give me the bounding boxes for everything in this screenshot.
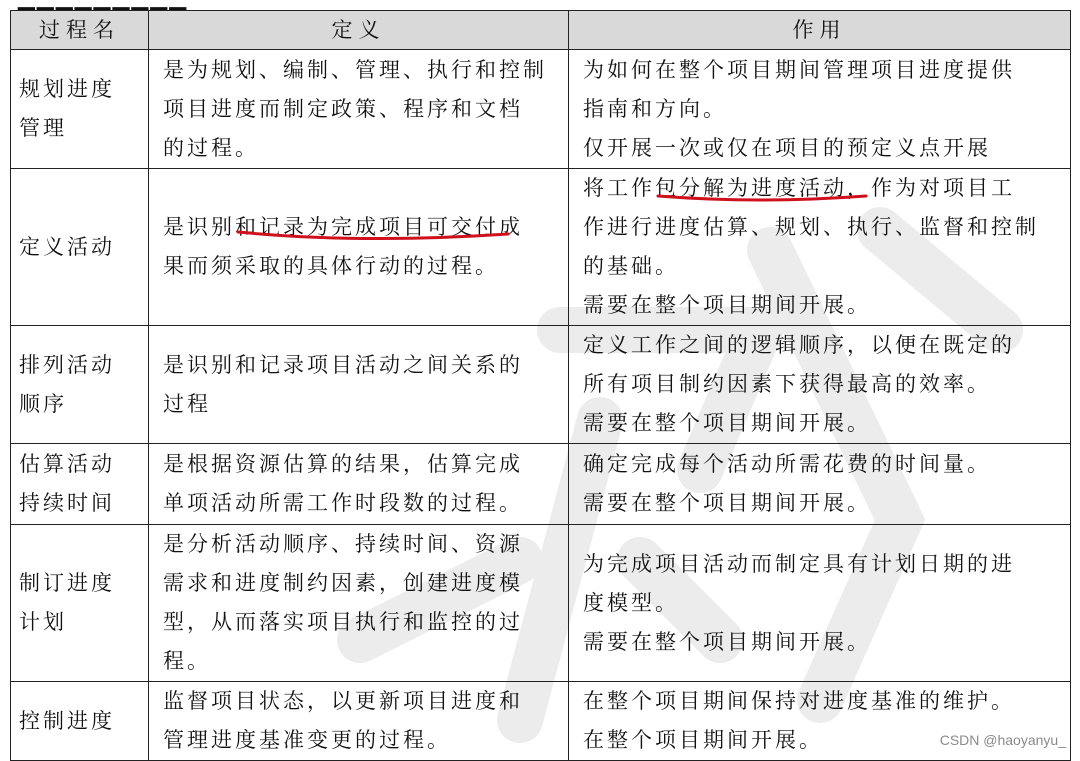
cell-line: 程。 bbox=[163, 649, 211, 673]
process-name-cell bbox=[11, 682, 149, 761]
cell-line: 规划进度 bbox=[19, 77, 115, 101]
cell-line: 是识别和记录为完成项目可交付成 bbox=[163, 215, 523, 239]
cell-line: 定义工作之间的逻辑顺序，以便在既定的 bbox=[583, 333, 1015, 357]
header-purpose: 作用 bbox=[569, 11, 1071, 50]
purpose-cell bbox=[569, 169, 1071, 326]
purpose-cell bbox=[569, 50, 1071, 169]
cell-line: 是识别和记录项目活动之间关系的 bbox=[163, 352, 523, 377]
table-header-row bbox=[11, 11, 1071, 50]
table-row bbox=[11, 682, 1071, 761]
cell-line: 的过程。 bbox=[163, 135, 259, 160]
cell-line: 顺序 bbox=[19, 391, 67, 416]
credit-watermark-text: CSDN @haoyanyu_ bbox=[939, 732, 1066, 748]
cell-line: 制订进度 bbox=[19, 571, 115, 595]
process-name-cell bbox=[11, 444, 149, 525]
definition-cell bbox=[149, 326, 569, 444]
process-table bbox=[10, 10, 1071, 761]
purpose-cell bbox=[569, 444, 1071, 525]
definition-cell bbox=[149, 50, 569, 169]
cell-line: 将工作包分解为进度活动，作为对项目工 bbox=[583, 176, 1015, 200]
table-row bbox=[11, 50, 1071, 169]
cell-line: 指南和方向。 bbox=[583, 96, 727, 121]
cell-line: 管理 bbox=[19, 116, 67, 140]
cell-line: 估算活动 bbox=[19, 452, 115, 476]
cell-line: 确定完成每个活动所需花费的时间量。 bbox=[583, 452, 991, 476]
cell-line: 需要在整个项目期间开展。 bbox=[583, 411, 871, 435]
cell-line: 定义活动 bbox=[19, 234, 115, 259]
cell-line: 需要在整个项目期间开展。 bbox=[583, 491, 871, 515]
definition-cell bbox=[149, 525, 569, 682]
table-row bbox=[11, 169, 1071, 326]
process-name-cell bbox=[11, 326, 149, 444]
cell-line: 为如何在整个项目期间管理项目进度提供 bbox=[583, 57, 1015, 82]
cell-line: 是为规划、编制、管理、执行和控制 bbox=[163, 57, 547, 82]
cell-line: 计划 bbox=[19, 610, 67, 634]
cell-line: 过程 bbox=[163, 391, 211, 416]
table-row bbox=[11, 525, 1071, 682]
cell-line: 项目进度而制定政策、程序和文档 bbox=[163, 96, 523, 121]
cell-line: 仅开展一次或仅在项目的预定义点开展 bbox=[583, 135, 991, 160]
cell-line: 所有项目制约因素下获得最高的效率。 bbox=[583, 372, 991, 396]
header-process-name: 过程名 bbox=[11, 11, 149, 50]
cell-line: 需要在整个项目期间开展。 bbox=[583, 629, 871, 654]
cell-line: 度模型。 bbox=[583, 590, 679, 615]
purpose-cell bbox=[569, 682, 1071, 761]
cell-line: 管理进度基准变更的过程。 bbox=[163, 728, 451, 752]
cell-line: 是根据资源估算的结果，估算完成 bbox=[163, 452, 523, 476]
cell-line: 的基础。 bbox=[583, 254, 679, 278]
cell-line: 控制进度 bbox=[19, 708, 115, 733]
table-row bbox=[11, 444, 1071, 525]
definition-cell bbox=[149, 444, 569, 525]
cell-line: 监督项目状态，以更新项目进度和 bbox=[163, 689, 523, 713]
header-definition: 定义 bbox=[149, 11, 569, 50]
cell-line: 型，从而落实项目执行和监控的过 bbox=[163, 610, 523, 634]
cell-line: 为完成项目活动而制定具有计划日期的进 bbox=[583, 551, 1015, 576]
process-name-cell bbox=[11, 169, 149, 326]
definition-cell bbox=[149, 682, 569, 761]
cell-line: 需求和进度制约因素，创建进度模 bbox=[163, 571, 523, 595]
cell-line: 单项活动所需工作时段数的过程。 bbox=[163, 491, 523, 515]
cell-line: 作进行进度估算、规划、执行、监督和控制 bbox=[583, 215, 1039, 239]
cell-line: 排列活动 bbox=[19, 352, 115, 377]
cell-line: 是分析活动顺序、持续时间、资源 bbox=[163, 532, 523, 556]
cell-line: 果而须采取的具体行动的过程。 bbox=[163, 254, 499, 278]
cell-line: 在整个项目期间保持对进度基准的维护。 bbox=[583, 689, 1015, 713]
purpose-cell bbox=[569, 326, 1071, 444]
purpose-cell bbox=[569, 525, 1071, 682]
process-name-cell bbox=[11, 525, 149, 682]
definition-cell bbox=[149, 169, 569, 326]
cell-line: 持续时间 bbox=[19, 491, 115, 515]
table-row bbox=[11, 326, 1071, 444]
cell-line: 在整个项目期间开展。 bbox=[583, 728, 823, 752]
process-name-cell bbox=[11, 50, 149, 169]
cell-line: 需要在整个项目期间开展。 bbox=[583, 293, 871, 317]
